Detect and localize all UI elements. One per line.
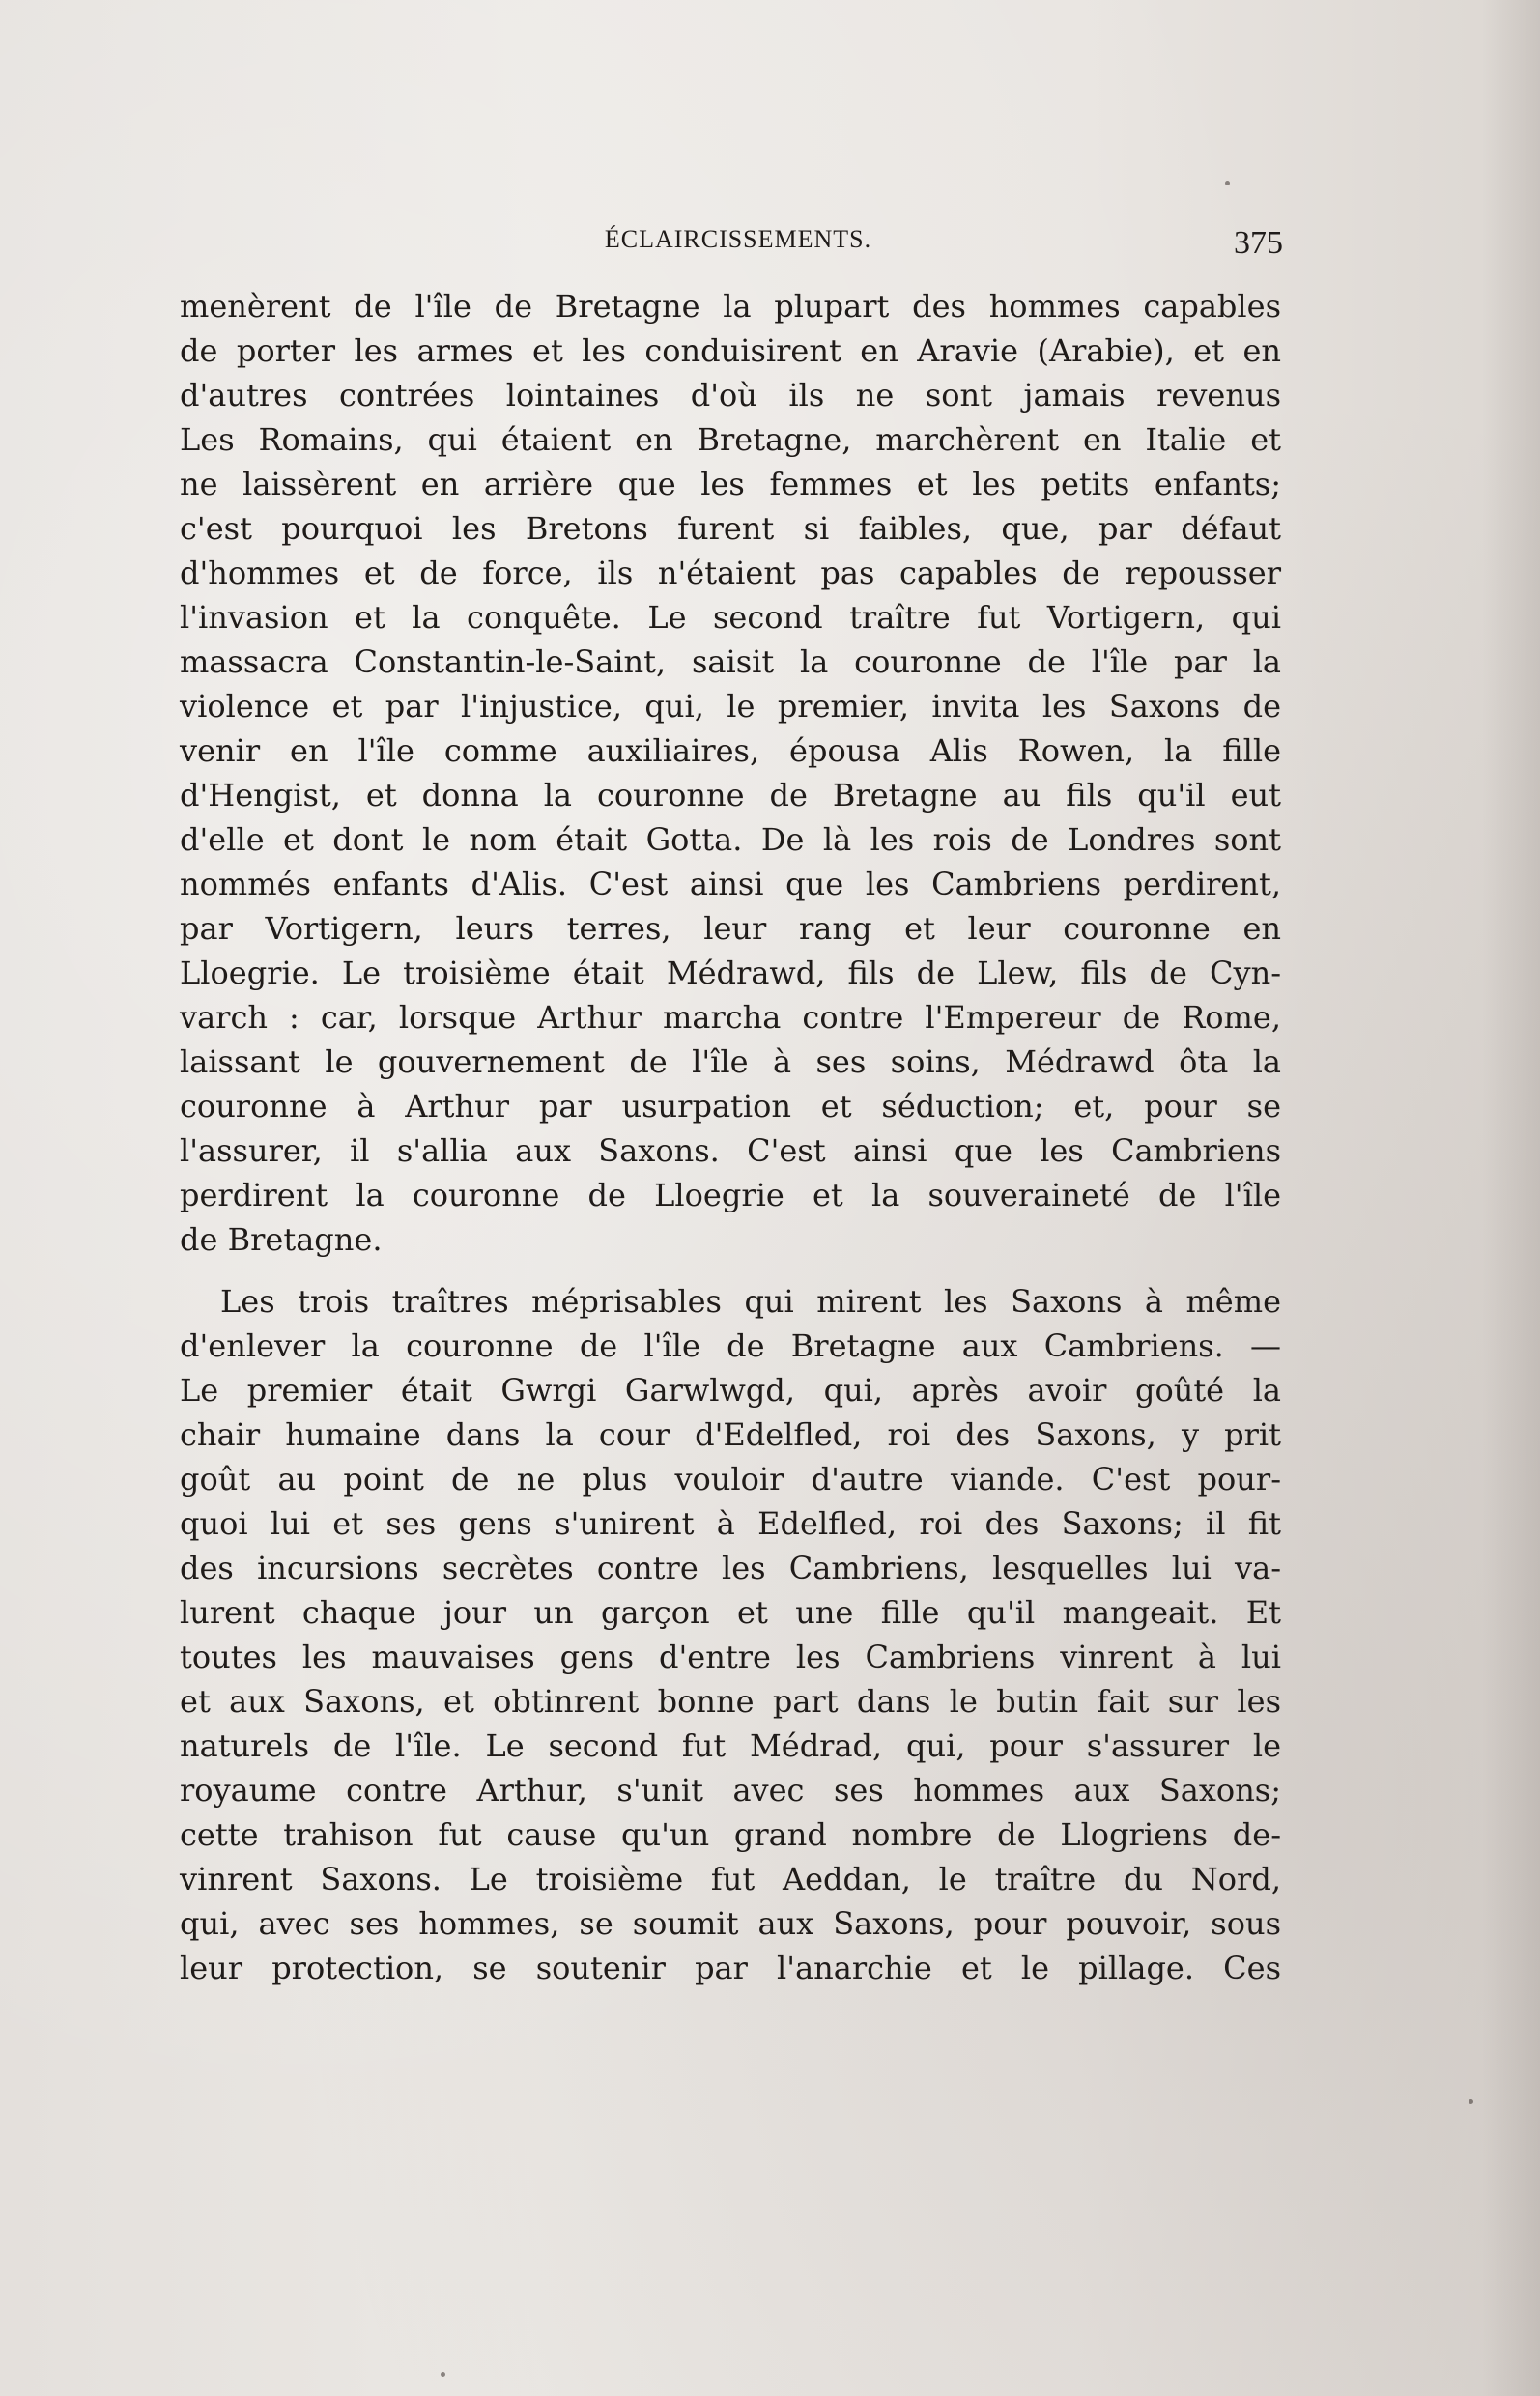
page-header xyxy=(193,225,1283,273)
text-line: venir en l'île comme auxiliaires, épousa Alis Rowen, la fille xyxy=(180,732,1281,769)
text-line: cette trahison fut cause qu'un grand nombre de Llogriens de- xyxy=(180,1816,1281,1853)
text-line: massacra Constantin-le-Saint, saisit la couronne de l'île par la xyxy=(180,643,1281,680)
paragraph-2 xyxy=(180,1279,1281,1990)
text-line: leur protection, se soutenir par l'anarchie et le pillage. Ces xyxy=(180,1950,1281,1986)
text-line: lurent chaque jour un garçon et une fille qu'il mangeait. Et xyxy=(180,1594,1281,1631)
paper-speck xyxy=(1469,2099,1473,2104)
text-line: menèrent de l'île de Bretagne la plupart des hommes capables xyxy=(180,288,1281,325)
text-line: qui, avec ses hommes, se soumit aux Saxons, pour pouvoir, sous xyxy=(180,1905,1281,1942)
body-text xyxy=(180,284,1281,1990)
text-line: d'elle et dont le nom était Gotta. De là les rois de Londres sont xyxy=(180,821,1281,858)
text-line: violence et par l'injustice, qui, le premier, invita les Saxons de xyxy=(180,688,1281,725)
paper-speck xyxy=(441,2372,445,2377)
text-line: Les Romains, qui étaient en Bretagne, marchèrent en Italie et xyxy=(180,421,1281,458)
text-line: d'enlever la couronne de l'île de Bretagne aux Cambriens. — xyxy=(180,1327,1281,1364)
text-line: de Bretagne. xyxy=(180,1221,383,1258)
text-line: par Vortigern, leurs terres, leur rang et leur couronne en xyxy=(180,910,1281,947)
text-line: varch : car, lorsque Arthur marcha contre l'Empereur de Rome, xyxy=(180,999,1281,1036)
text-line: de porter les armes et les conduisirent en Aravie (Arabie), et en xyxy=(180,332,1281,369)
text-line: d'hommes et de force, ils n'étaient pas capables de repousser xyxy=(180,555,1281,591)
text-line: goût au point de ne plus vouloir d'autre viande. C'est pour- xyxy=(180,1461,1281,1498)
text-line: d'autres contrées lointaines d'où ils ne sont jamais revenus xyxy=(180,377,1281,414)
text-line: Lloegrie. Le troisième était Médrawd, fils de Llew, fils de Cyn- xyxy=(180,955,1281,991)
text-line: perdirent la couronne de Lloegrie et la souveraineté de l'île xyxy=(180,1177,1281,1213)
text-line: l'invasion et la conquête. Le second traître fut Vortigern, qui xyxy=(180,599,1281,636)
text-line: nommés enfants d'Alis. C'est ainsi que les Cambriens perdirent, xyxy=(180,866,1281,902)
text-line: royaume contre Arthur, s'unit avec ses hommes aux Saxons; xyxy=(180,1772,1281,1809)
text-line: naturels de l'île. Le second fut Médrad, qui, pour s'assurer le xyxy=(180,1727,1281,1764)
text-line: Les trois traîtres méprisables qui mirent les Saxons à même xyxy=(220,1283,1281,1320)
text-line: c'est pourquoi les Bretons furent si faibles, que, par défaut xyxy=(180,510,1281,547)
text-line: couronne à Arthur par usurpation et séduction; et, pour se xyxy=(180,1088,1281,1125)
page-number: 375 xyxy=(1234,225,1283,261)
page-edge-shadow xyxy=(1482,0,1540,2396)
text-line: quoi lui et ses gens s'unirent à Edelfled, roi des Saxons; il fit xyxy=(180,1505,1281,1542)
paragraph-1 xyxy=(180,284,1281,1262)
text-line: des incursions secrètes contre les Cambriens, lesquelles lui va- xyxy=(180,1550,1281,1586)
text-line: l'assurer, il s'allia aux Saxons. C'est ainsi que les Cambriens xyxy=(180,1132,1281,1169)
text-line: et aux Saxons, et obtinrent bonne part dans le butin fait sur les xyxy=(180,1683,1281,1720)
text-line: toutes les mauvaises gens d'entre les Cambriens vinrent à lui xyxy=(180,1639,1281,1675)
paper-speck xyxy=(1225,181,1230,185)
text-line: ne laissèrent en arrière que les femmes et les petits enfants; xyxy=(180,466,1281,502)
paragraph-gap xyxy=(180,1262,1281,1279)
text-line: d'Hengist, et donna la couronne de Bretagne au fils qu'il eut xyxy=(180,777,1281,813)
text-line: chair humaine dans la cour d'Edelfled, roi des Saxons, y prit xyxy=(180,1416,1281,1453)
text-line: vinrent Saxons. Le troisième fut Aeddan, le traître du Nord, xyxy=(180,1861,1281,1897)
text-line: laissant le gouvernement de l'île à ses soins, Médrawd ôta la xyxy=(180,1043,1281,1080)
running-head: ÉCLAIRCISSEMENTS. xyxy=(604,225,872,253)
text-line: Le premier était Gwrgi Garwlwgd, qui, après avoir goûté la xyxy=(180,1372,1281,1409)
